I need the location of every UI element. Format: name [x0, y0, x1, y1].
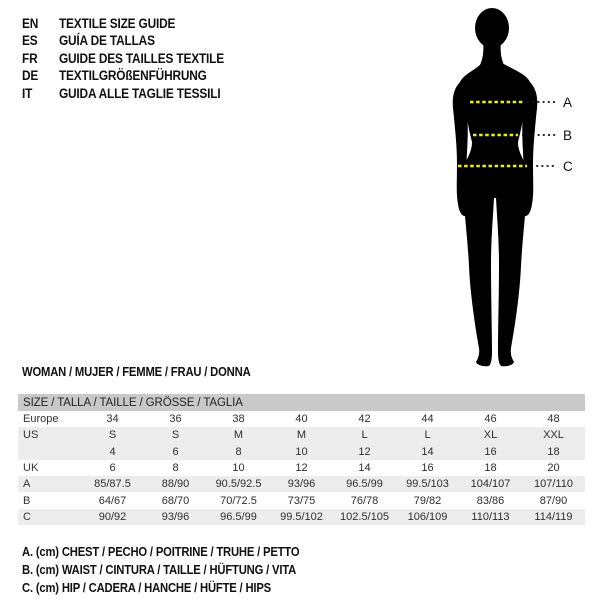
size-cell: L [424, 429, 431, 442]
language-row [22, 67, 224, 84]
size-cell: 8 [235, 445, 242, 458]
size-cell: 110/113 [471, 510, 510, 523]
language-code: ES [22, 33, 38, 49]
size-cell: 88/90 [161, 478, 190, 491]
language-code: EN [22, 16, 39, 31]
language-row [22, 15, 224, 32]
size-cell: M [233, 429, 244, 442]
legend-line: A. (cm) CHEST / PECHO / POITRINE / TRUHE / PETTO [22, 545, 300, 559]
size-cell: XL [483, 429, 498, 442]
size-cell: 36 [169, 413, 182, 426]
size-table-header: SIZE / TALLA / TAILLE / GRÖSSE / TAGLIA [18, 394, 585, 411]
size-cell: 42 [358, 413, 371, 426]
chest-label: A [563, 95, 573, 110]
table-row [18, 476, 585, 492]
size-cell: S [108, 429, 117, 442]
size-cell: 20 [547, 462, 560, 475]
size-cell: S [171, 429, 180, 442]
language-label: GUIDA ALLE TAGLIE TESSILI [58, 85, 221, 101]
table-row [18, 444, 585, 460]
size-cell: 93/96 [287, 478, 316, 491]
size-cell: 14 [421, 445, 434, 458]
category-line: WOMAN / MUJER / FEMME / FRAU / DONNA [22, 365, 251, 379]
size-cell: 44 [421, 413, 434, 426]
size-cell: 18 [484, 462, 497, 475]
table-row [18, 492, 585, 508]
size-cell: 68/70 [161, 494, 190, 507]
row-label: B [23, 494, 31, 507]
language-label: GUIDE DES TAILLES TEXTILE [58, 50, 224, 66]
legend-block [22, 543, 299, 598]
size-cell: M [296, 429, 307, 442]
size-cell: 90.5/92.5 [215, 478, 262, 491]
size-cell: 83/86 [476, 494, 505, 507]
size-cell: 114/119 [534, 510, 573, 523]
size-cell: 76/78 [350, 494, 379, 507]
size-cell: 99.5/103 [406, 478, 449, 491]
table-row [18, 509, 585, 525]
size-cell: 96.5/99 [220, 510, 257, 523]
size-cell: 16 [421, 462, 434, 475]
size-table [18, 394, 585, 525]
size-cell: XXL [543, 429, 564, 442]
size-cell: 6 [109, 462, 116, 475]
size-cell: 107/110 [534, 478, 573, 491]
size-cell: 12 [295, 462, 308, 475]
size-cell: 70/72.5 [220, 494, 257, 507]
size-cell: 16 [484, 445, 497, 458]
language-row [22, 50, 224, 67]
size-cell: 48 [547, 413, 560, 426]
size-cell: 104/107 [470, 478, 511, 491]
size-cell: 87/90 [539, 494, 568, 507]
language-code: DE [22, 68, 39, 84]
row-label: UK [23, 462, 39, 475]
language-label: TEXTILGRÖßENFÜHRUNG [58, 68, 207, 84]
size-cell: 46 [484, 413, 497, 426]
size-cell: 85/87.5 [94, 478, 131, 491]
size-cell: 90/92 [98, 510, 127, 523]
hip-label: C [563, 159, 573, 174]
size-cell: 12 [358, 445, 371, 458]
size-cell: 10 [295, 445, 308, 458]
size-cell: 73/75 [287, 494, 316, 507]
language-title-block [22, 15, 224, 102]
size-cell: 40 [295, 413, 308, 426]
size-cell: 106/109 [407, 510, 448, 523]
table-row [18, 460, 585, 476]
size-cell: 96.5/99 [346, 478, 383, 491]
size-cell: 102.5/105 [340, 510, 389, 523]
waist-label: B [563, 128, 573, 143]
size-cell: 79/82 [413, 494, 442, 507]
size-cell: 8 [172, 462, 179, 475]
language-code: IT [22, 85, 33, 101]
size-cell: 64/67 [98, 494, 127, 507]
language-label: GUÍA DE TALLAS [58, 33, 155, 49]
size-cell: L [361, 429, 368, 442]
size-cell: 99.5/102 [280, 510, 323, 523]
language-label: TEXTILE SIZE GUIDE [58, 16, 176, 31]
woman-silhouette-figure [430, 2, 600, 374]
size-cell: 93/96 [161, 510, 190, 523]
table-row [18, 427, 585, 443]
size-cell: 38 [232, 413, 245, 426]
row-label: C [23, 510, 31, 523]
size-cell: 6 [172, 445, 179, 458]
size-cell: 34 [106, 413, 119, 426]
size-cell: 18 [547, 445, 560, 458]
size-table-header-row [18, 394, 585, 411]
row-label: A [23, 478, 31, 491]
legend-line: B. (cm) WAIST / CINTURA / TAILLE / HÜFTUNG / VITA [22, 563, 297, 578]
row-label: US [23, 429, 39, 442]
table-row [18, 411, 585, 427]
silhouette-body [460, 60, 530, 366]
row-label [18, 444, 81, 460]
size-cell: 4 [109, 445, 116, 458]
size-cell: 14 [358, 462, 371, 475]
legend-line: C. (cm) HIP / CADERA / HANCHE / HÜFTE / HIPS [22, 581, 271, 596]
language-row [22, 32, 224, 49]
language-row [22, 85, 224, 102]
size-table-body [18, 394, 585, 525]
language-code: FR [22, 50, 38, 66]
row-label: Europe [23, 413, 59, 426]
size-cell: 10 [232, 462, 245, 475]
